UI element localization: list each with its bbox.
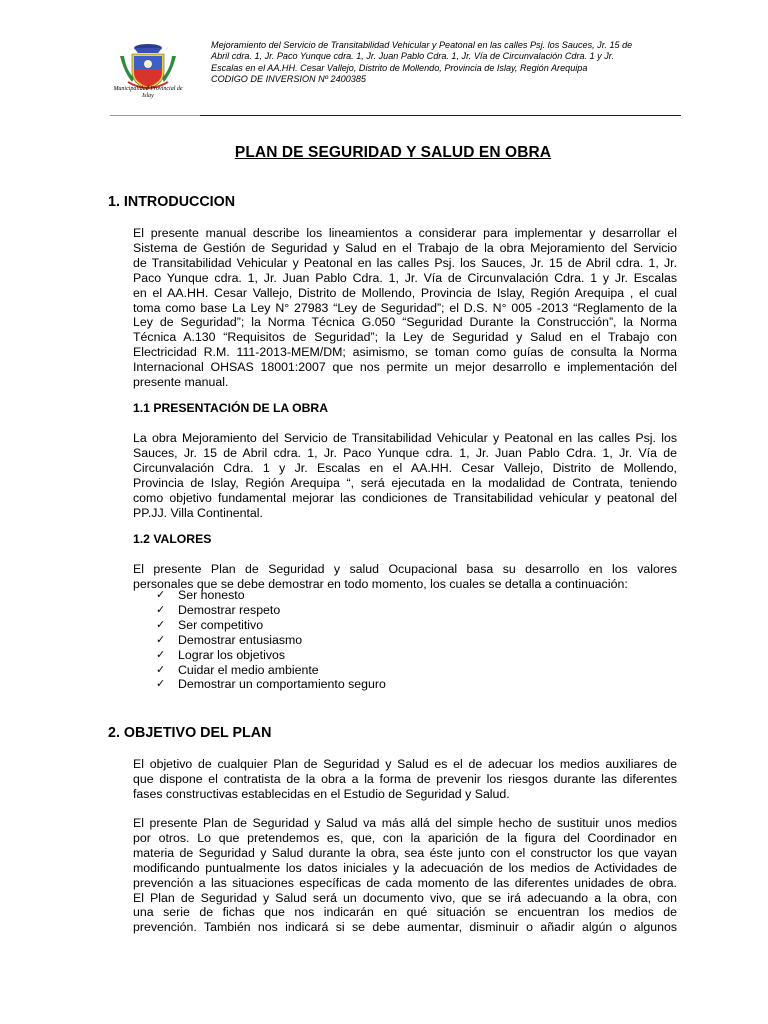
text-line: materia de Seguridad y Salud durante la obra, sea éste junto con el constructor los que vayan bbox=[133, 845, 677, 860]
list-item-label: Lograr los objetivos bbox=[178, 647, 286, 662]
text-line: Técnica A.130 “Requisitos de Seguridad”; la Ley de Seguridad y Salud en el Trabajo con bbox=[133, 330, 677, 345]
checkmark-icon: ✓ bbox=[156, 603, 166, 616]
list-item bbox=[156, 588, 386, 603]
list-item bbox=[156, 677, 386, 692]
text-line: presente manual. bbox=[133, 375, 229, 390]
text-line: PP.JJ. Villa Continental. bbox=[133, 505, 263, 520]
text-line: Electricidad R.M. 111-2013-MEM/DM; asimismo, se toman como guías de consulta la Norma bbox=[133, 345, 677, 360]
section-heading-objetivo: 2. OBJETIVO DEL PLAN bbox=[108, 725, 272, 741]
text-line: Paco Yunque cdra. 1, Jr. Juan Pablo Cdra. 1, Jr. Vía de Circunvalación Cdra. 1 y Jr. Escalas bbox=[133, 270, 677, 285]
text-line: que dispone el contratista de la obra a la forma de prevenir los riesgos durante las diferentes bbox=[133, 771, 677, 786]
list-item-label: Cuidar el medio ambiente bbox=[178, 662, 319, 677]
header-line: Mejoramiento del Servicio de Transitabilidad Vehicular y Peatonal en las calles Psj. los Sauces, Jr. 15 de bbox=[211, 40, 633, 50]
coat-of-arms-icon bbox=[112, 42, 184, 92]
text-line: El Plan de Seguridad y Salud será un documento vivo, que se irá adecuando a la obra, con bbox=[133, 890, 677, 905]
checkmark-icon: ✓ bbox=[156, 648, 166, 661]
values-checklist bbox=[156, 588, 386, 692]
text-line: Internacional OHSAS 18001:2007 que nos permite un mejor desarrollo e implementación del bbox=[133, 360, 677, 375]
document-title: PLAN DE SEGURIDAD Y SALUD EN OBRA bbox=[234, 144, 552, 161]
text-line: modificando puntualmente los datos iniciales y la adecuación de los medios de Actividades de bbox=[133, 860, 677, 875]
checkmark-icon: ✓ bbox=[156, 589, 166, 601]
list-item-label: Demostrar respeto bbox=[178, 602, 281, 617]
text-line: una serie de fichas que nos indicarán en qué situación se encuentran los medios de bbox=[133, 905, 677, 920]
header-line: Abril cdra. 1, Jr. Paco Yunque cdra. 1, Jr. Juan Pablo Cdra. 1, Jr. Vía de Circunvalación Cdra. 1 y Jr. bbox=[211, 51, 615, 62]
text-line: prevención. También nos indicará si se debe aumentar, disminuir o añadir algún o algunos bbox=[133, 920, 677, 935]
text-line: de Transitabilidad Vehicular y Peatonal en las calles Psj. los Sauces, Jr. 15 de Abril cdra. 1, Jr. bbox=[133, 255, 677, 270]
text-line: Sistema de Gestión de Seguridad y Salud en el Trabajo de la obra Mejoramiento del Servicio bbox=[133, 240, 677, 255]
text-line: La obra Mejoramiento del Servicio de Transitabilidad Vehicular y Peatonal en las calles Psj. los bbox=[133, 431, 677, 445]
text-line: Provincia de Islay, Región Arequipa “, será ejecutada en la modalidad de Contrata, teniendo bbox=[133, 475, 677, 490]
list-item bbox=[156, 663, 386, 678]
text-line: en el AA.HH. Cesar Vallejo, Distrito de Mollendo, Provincia de Islay, Región Arequipa , el cual bbox=[133, 285, 677, 300]
header-divider bbox=[200, 115, 681, 116]
objective-paragraph-1 bbox=[133, 757, 677, 802]
header-line: Escalas en el AA.HH. Cesar Vallejo, Distrito de Mollendo, Provincia de Islay, Región Arequipa bbox=[211, 62, 588, 73]
checkmark-icon: ✓ bbox=[156, 663, 166, 676]
list-item-label: Ser competitivo bbox=[178, 617, 264, 632]
municipality-logo bbox=[112, 42, 184, 104]
list-item bbox=[156, 648, 386, 663]
text-line: El presente Plan de Seguridad y Salud va más allá del simple hecho de sustituir unos medios bbox=[133, 816, 677, 830]
list-item bbox=[156, 633, 386, 648]
objective-paragraph-2 bbox=[133, 816, 677, 935]
text-line: fases constructivas establecidas en el Estudio de Seguridad y Salud. bbox=[133, 786, 510, 801]
list-item bbox=[156, 618, 386, 633]
investment-code: CODIGO DE INVERSION Nº 2400385 bbox=[211, 74, 366, 84]
project-header bbox=[211, 40, 681, 74]
list-item-label: Demostrar entusiasmo bbox=[178, 632, 303, 647]
text-line: personales que se debe demostrar en todo momento, los cuales se detalla a continuación: bbox=[133, 576, 628, 591]
checkmark-icon: ✓ bbox=[156, 678, 166, 691]
logo-caption: Municipalidad Provincial de Islay bbox=[113, 86, 183, 99]
text-line: Sauces, Jr. 15 de Abril cdra. 1, Jr. Paco Yunque cdra. 1, Jr. Juan Pablo Cdra. 1, Jr. Vía de bbox=[133, 445, 677, 460]
text-line: Ley de Seguridad”; la Norma Técnica G.050 “Seguridad Durante la Construcción”, la Norma bbox=[133, 315, 677, 330]
list-item-label: Ser honesto bbox=[178, 588, 245, 602]
section-heading-introduccion: 1. INTRODUCCION bbox=[108, 194, 236, 210]
text-line: como objetivo fundamental mejorar las condiciones de Transitabilidad vehicular y peatonal del bbox=[133, 490, 677, 505]
subsection-heading-presentacion: 1.1 PRESENTACIÓN DE LA OBRA bbox=[133, 401, 329, 415]
text-line: El objetivo de cualquier Plan de Seguridad y Salud es el de adecuar los medios auxiliares de bbox=[133, 757, 677, 771]
text-line: prevención a las situaciones específicas de cada momento de las diferentes unidades de obra. bbox=[133, 875, 677, 890]
checkmark-icon: ✓ bbox=[156, 633, 166, 646]
presentation-paragraph bbox=[133, 431, 677, 520]
intro-paragraph bbox=[133, 226, 677, 390]
text-line: toma como base La Ley N° 27983 “Ley de Seguridad”; el D.S. N° 005 -2013 “Reglamento de la bbox=[133, 300, 677, 315]
text-line: Circunvalación Cdra. 1 y Jr. Escalas en el AA.HH. Cesar Vallejo, Distrito de Mollendo, bbox=[133, 460, 677, 475]
text-line: por otros. Lo que pretendemos es, que, con la aparición de la figura del Coordinador en bbox=[133, 830, 677, 845]
checkmark-icon: ✓ bbox=[156, 618, 166, 631]
list-item bbox=[156, 603, 386, 618]
text-line: El presente Plan de Seguridad y salud Ocupacional basa su desarrollo en los valores bbox=[133, 562, 677, 576]
header-divider-accent bbox=[110, 115, 200, 116]
subsection-heading-valores: 1.2 VALORES bbox=[133, 532, 212, 546]
list-item-label: Demostrar un comportamiento seguro bbox=[178, 677, 386, 692]
text-line: El presente manual describe los lineamientos a considerar para implementar y desarrollar el bbox=[133, 226, 677, 240]
